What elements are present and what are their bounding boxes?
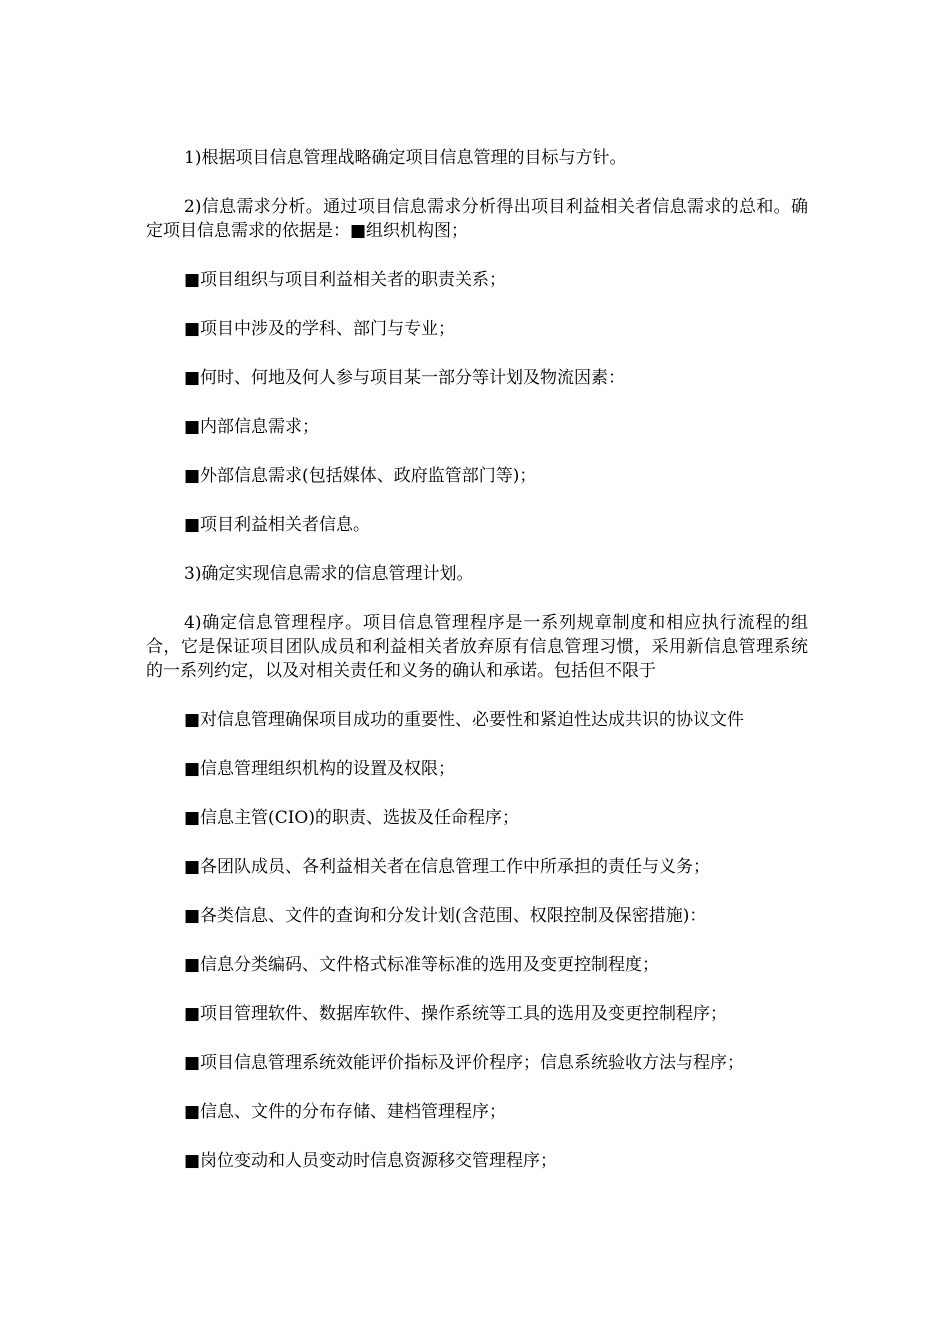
list-item: ■项目组织与项目利益相关者的职责关系；	[184, 270, 507, 290]
list-item: ■项目管理软件、数据库软件、操作系统等工具的选用及变更控制程序；	[184, 1004, 728, 1024]
list-item: ■信息主管(CIO)的职责、选拔及任命程序；	[184, 808, 519, 828]
list-item: ■外部信息需求(包括媒体、政府监管部门等)；	[184, 466, 537, 486]
paragraph-plan: 3)确定实现信息需求的信息管理计划。	[184, 564, 474, 584]
list-item: ■各团队成员、各利益相关者在信息管理工作中所承担的责任与义务；	[184, 857, 711, 877]
document-body	[146, 146, 808, 1198]
list-item: ■岗位变动和人员变动时信息资源移交管理程序；	[184, 1151, 558, 1171]
list-item: ■信息、文件的分布存储、建档管理程序；	[184, 1102, 507, 1122]
list-item: ■信息分类编码、文件格式标准等标准的选用及变更控制程度；	[184, 955, 660, 975]
list-item: ■项目中涉及的学科、部门与专业；	[184, 319, 456, 339]
paragraph-goal: 1)根据项目信息管理战略确定项目信息管理的目标与方针。	[184, 148, 627, 168]
list-item: ■项目利益相关者信息。	[184, 515, 371, 535]
list-item: ■各类信息、文件的查询和分发计划(含范围、权限控制及保密措施)：	[184, 906, 707, 926]
list-item: ■信息管理组织机构的设置及权限；	[184, 759, 456, 779]
list-item: ■项目信息管理系统效能评价指标及评价程序；信息系统验收方法与程序；	[184, 1053, 745, 1073]
list-item: ■何时、何地及何人参与项目某一部分等计划及物流因素：	[184, 368, 626, 388]
paragraph-procedure: 4)确定信息管理程序。项目信息管理程序是一系列规章制度和相应执行流程的组合，它是保证项目团队成员和利益相关者放弃原有信息管理习惯，采用新信息管理系统的一系列约定，以及对相关责任和义务的确认和承诺。包括但不限于	[146, 613, 808, 681]
list-item: ■对信息管理确保项目成功的重要性、必要性和紧迫性达成共识的协议文件	[184, 710, 745, 730]
paragraph-needs-analysis: 2)信息需求分析。通过项目信息需求分析得出项目利益相关者信息需求的总和。确定项目信息需求的依据是：■组织机构图；	[146, 197, 808, 241]
list-item: ■内部信息需求；	[184, 417, 320, 437]
